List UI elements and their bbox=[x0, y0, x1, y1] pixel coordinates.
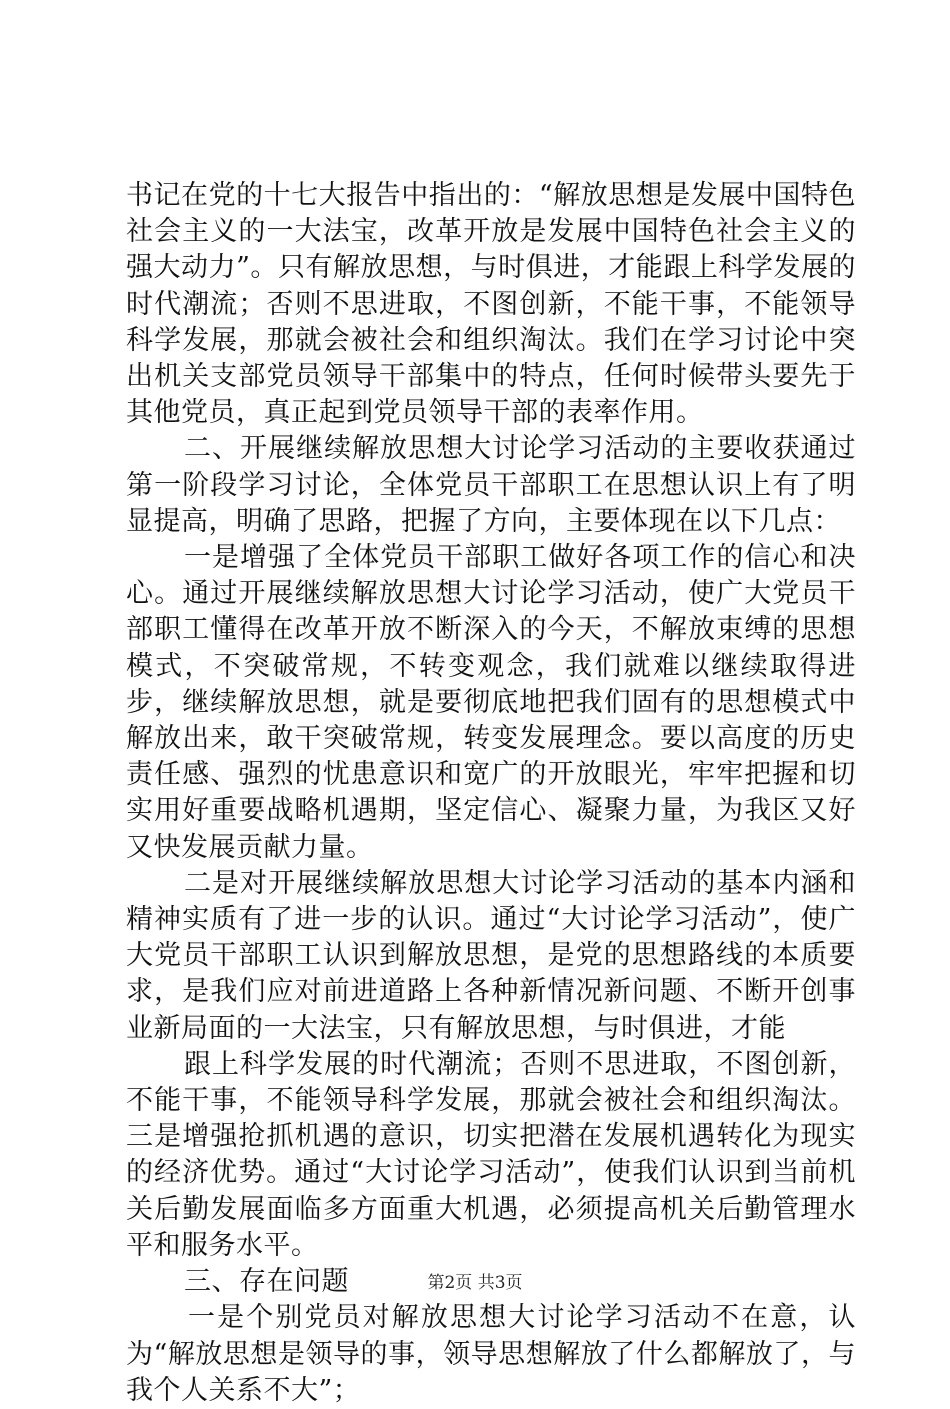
paragraph-problem-one: 一是个别党员对解放思想大讨论学习活动不在意，认为“解放思想是领导的事，领导思想解放了什么都解放了，与我个人关系不大”； bbox=[126, 1302, 856, 1406]
section-heading-two: 二、开展继续解放思想大讨论学习活动的主要收获通过第一阶段学习讨论，全体党员干部职工在思想认识上有了明显提高，明确了思路，把握了方向，主要体现在以下几点： bbox=[126, 433, 856, 537]
document-body bbox=[126, 178, 856, 1409]
paragraph-point-two-continued: 跟上科学发展的时代潮流；否则不思进取，不图创新，不能干事，不能领导科学发展，那就会被社会和组织淘汰。三是增强抢抓机遇的意识，切实把潜在发展机遇转化为现实的经济优势。通过“大讨论学习活动”，使我们认识到当前机关后勤发展面临多方面重大机遇，必须提高机关后勤管理水平和服务水平。 bbox=[126, 1048, 856, 1261]
paragraph-point-two: 二是对开展继续解放思想大讨论学习活动的基本内涵和精神实质有了进一步的认识。通过“大讨论学习活动”，使广大党员干部职工认识到解放思想，是党的思想路线的本质要求，是我们应对前进道路上各种新情况新问题、不断开创事业新局面的一大法宝，只有解放思想，与时俱进，才能 bbox=[126, 867, 856, 1044]
page-footer: 第2页 共3页 bbox=[427, 1273, 523, 1293]
section-heading-three: 三、存在问题 bbox=[184, 1266, 349, 1298]
paragraph-point-one: 一是增强了全体党员干部职工做好各项工作的信心和决心。通过开展继续解放思想大讨论学习活动，使广大党员干部职工懂得在改革开放不断深入的今天，不解放束缚的思想模式，不突破常规，不转变观念，我们就难以继续取得进步，继续解放思想，就是要彻底地把我们固有的思想模式中解放出来，敢干突破常规，转变发展理念。要以高度的历史责任感、强烈的忧患意识和宽广的开放眼光，牢牢把握和切实用好重要战略机遇期，坚定信心、凝聚力量，为我区又好又快发展贡献力量。 bbox=[126, 542, 856, 863]
paragraph-intro: 书记在党的十七大报告中指出的：“解放思想是发展中国特色社会主义的一大法宝，改革开放是发展中国特色社会主义的强大动力”。只有解放思想，与时俱进，才能跟上科学发展的时代潮流；否则不思进取，不图创新，不能干事，不能领导科学发展，那就会被社会和组织淘汰。我们在学习讨论中突出机关支部党员领导干部集中的特点，任何时候带头要先于其他党员，真正起到党员领导干部的表率作用。 bbox=[126, 180, 856, 429]
